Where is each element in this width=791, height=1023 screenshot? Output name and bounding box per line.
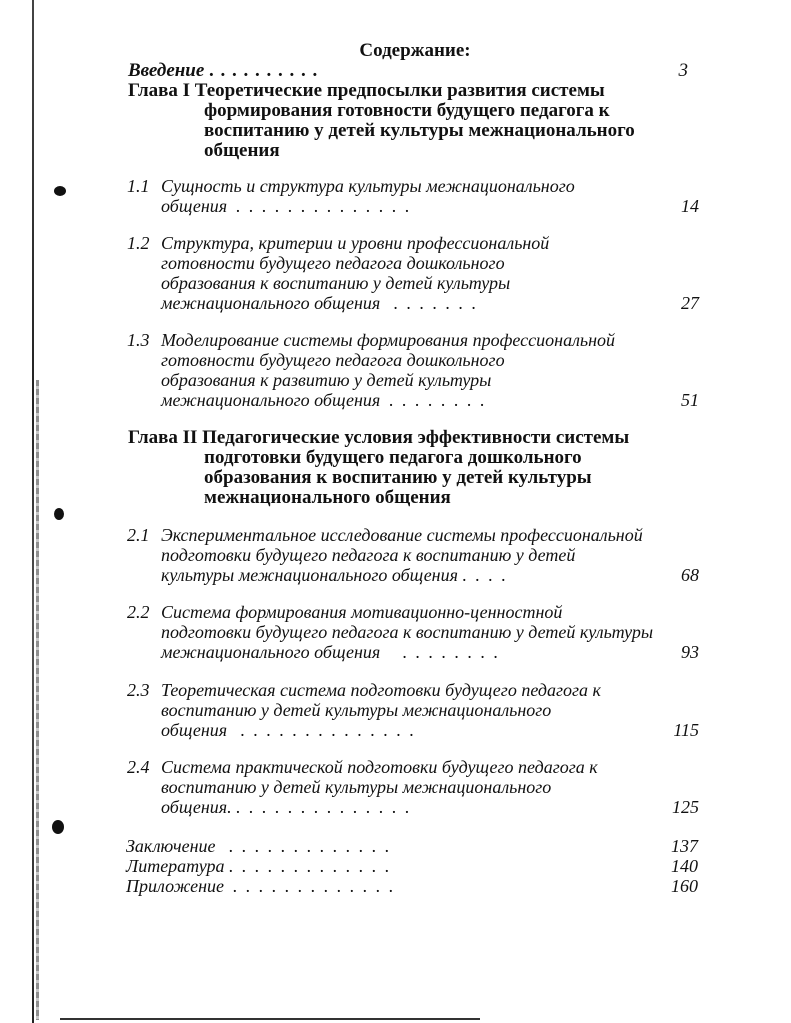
section-number: 2.3 [127,680,150,700]
chapter-2-title-line: образования к воспитанию у детей культуры [204,467,592,488]
leader-dots: . . . . . . . . . . [209,60,319,81]
leader-dots: . . . . . . . . . . . . . [233,876,396,896]
entry-label: Заключение [126,836,216,856]
entry-text-line: Структура, критерии и уровни профессиональной [161,233,550,253]
entry-text-line: Теоретическая система подготовки будущего педагога к [161,680,601,700]
page-number: 93 [681,642,699,662]
entry-text-line: подготовки будущего педагога к воспитанию у детей [161,545,576,565]
entry-text-line: межнационального общения [161,293,381,313]
section-number: 1.2 [127,233,150,253]
toc-entry-appendix[interactable] [126,876,698,896]
leader-dots: . . . . . . . . [402,642,501,662]
chapter-2-title: Глава II Педагогические условия эффективности системы [128,427,630,448]
page-number: 51 [681,390,699,410]
entry-text-line: Экспериментальное исследование системы профессиональной [161,525,643,545]
page-number: 160 [671,876,698,896]
toc-intro-label: Введение [128,60,205,81]
section-number: 2.1 [127,525,150,545]
leader-dots: . . . . . . . . . . . . . [229,836,392,856]
entry-text-line: Сущность и структура культуры межнационального [161,176,575,196]
leader-dots: . . . . . . . [393,293,479,313]
chapter-1-title-line: воспитанию у детей культуры межнационального [204,120,635,141]
entry-text-line: общения [161,720,228,740]
chapter-1-title-line: общения [204,140,280,161]
entry-text-line: готовности будущего педагога дошкольного [161,350,505,370]
leader-dots: . . . . . . . . . . . . . [228,856,392,876]
entry-text-line: Система формирования мотивационно-ценностной [161,602,563,622]
chapter-1-title-line: формирования готовности будущего педагога к [204,100,610,121]
page-number: 14 [681,196,699,216]
toc-entry-2-4[interactable] [127,757,699,817]
page-number: 3 [678,60,688,81]
leader-dots: . . . . [462,565,508,585]
entry-text-line: межнационального общения [161,390,381,410]
entry-text-line: подготовки будущего педагога к воспитанию у детей культуры [161,622,654,642]
entry-text-line: образования к воспитанию у детей культуры [161,273,511,293]
page-number: 27 [681,293,699,313]
entry-text-line: готовности будущего педагога дошкольного [161,253,505,273]
page-number: 125 [672,797,699,817]
leader-dots: . . . . . . . . . . . . . . [236,196,412,216]
entry-text-line: культуры межнационального общения [161,565,458,585]
page-number: 115 [673,720,699,740]
toc-entry-2-1[interactable] [127,525,699,585]
leader-dots: . . . . . . . . [389,390,487,410]
section-number: 1.1 [127,176,150,196]
entry-text-line: воспитанию у детей культуры межнационального [161,777,552,797]
entry-label: Приложение [126,876,225,896]
entry-text-line: Система практической подготовки будущего педагога к [161,757,598,777]
section-number: 2.2 [127,602,150,622]
chapter-2-title-line: межнационального общения [204,487,451,508]
section-number: 2.4 [127,757,150,777]
page-number: 137 [671,836,698,856]
entry-text-line: воспитанию у детей культуры межнационального [161,700,552,720]
leader-dots: . . . . . . . . . . . . . . [236,797,412,817]
page-number: 68 [681,565,699,585]
toc-entry-1-2[interactable] [127,233,699,313]
toc-entry-2-2[interactable] [127,602,699,662]
toc-entry-1-1[interactable] [127,176,699,216]
chapter-1-heading[interactable] [128,81,688,161]
toc-entry-conclusion[interactable] [126,836,698,856]
chapter-2-title-line: подготовки будущего педагога дошкольного [204,447,582,468]
page-title: Содержание: [359,40,471,61]
entry-text-line: общения. [161,797,232,817]
chapter-1-title: Глава I Теоретические предпосылки развития системы [128,80,605,101]
entry-text-line: общения [161,196,228,216]
page-number: 140 [671,856,698,876]
entry-label: Литература [126,856,225,876]
entry-text-line: межнационального общения [161,642,381,662]
toc-tail [126,836,698,896]
leader-dots: . . . . . . . . . . . . . . [240,720,417,740]
toc-entry-literature[interactable] [126,856,698,876]
section-number: 1.3 [127,330,150,350]
toc-entry-1-3[interactable] [127,330,699,410]
entry-text-line: образования к развитию у детей культуры [161,370,492,390]
entry-text-line: Моделирование системы формирования профессиональной [161,330,616,350]
toc-entry-2-3[interactable] [127,680,699,740]
chapter-2-heading[interactable] [128,428,688,508]
toc-intro[interactable] [128,60,688,82]
